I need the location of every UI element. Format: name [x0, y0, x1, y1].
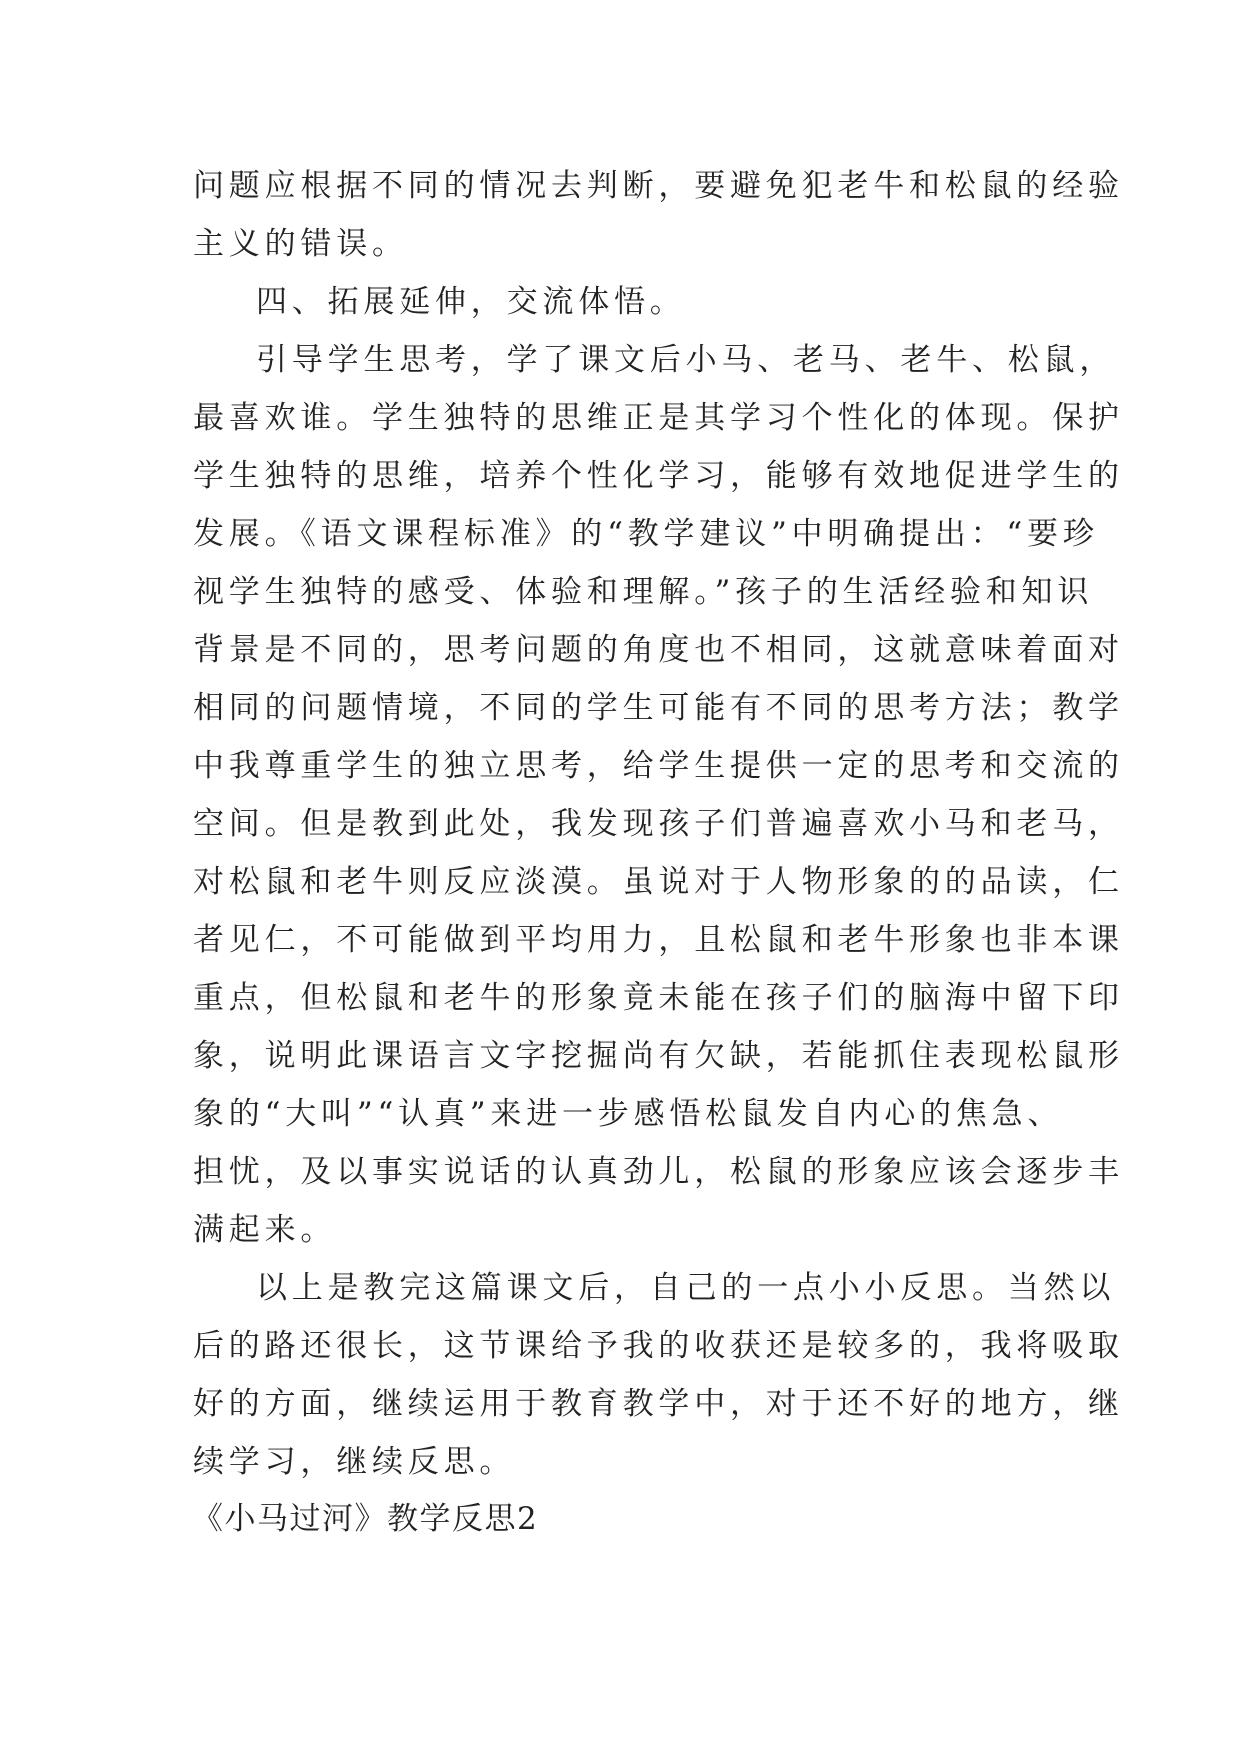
text-line-12: 空间。但是教到此处，我发现孩子们普遍喜欢小马和老马，: [193, 806, 1124, 842]
text-line-10: 相同的问题情境，不同的学生可能有不同的思考方法；教学: [193, 690, 1124, 726]
text-line-19: 满起来。: [193, 1212, 337, 1248]
text-line-9: 背景是不同的，思考问题的角度也不相同，这就意味着面对: [193, 632, 1124, 668]
text-line-17: 象的“大叫”“认真”来进一步感悟松鼠发自内心的焦急、: [193, 1096, 1064, 1132]
text-line-15: 重点，但松鼠和老牛的形象竟未能在孩子们的脑海中留下印: [193, 980, 1124, 1016]
text-line-21: 后的路还很长，这节课给予我的收获还是较多的，我将吸取: [193, 1328, 1124, 1364]
text-line-5: 最喜欢谁。学生独特的思维正是其学习个性化的体现。保护: [193, 400, 1124, 436]
text-line-18: 担忧，及以事实说话的认真劲儿，松鼠的形象应该会逐步丰: [193, 1154, 1124, 1190]
section-heading-4: 四、拓展延伸，交流体悟。: [256, 284, 686, 320]
text-line-16: 象，说明此课语言文字挖掘尚有欠缺，若能抓住表现松鼠形: [193, 1038, 1124, 1074]
text-line-1: 问题应根据不同的情况去判断，要避免犯老牛和松鼠的经验: [193, 168, 1124, 204]
text-line-13: 对松鼠和老牛则反应淡漠。虽说对于人物形象的的品读，仁: [193, 864, 1124, 900]
text-line-20: 以上是教完这篇课文后，自己的一点小小反思。当然以: [256, 1270, 1116, 1306]
document-heading: 《小马过河》教学反思2: [192, 1501, 539, 1537]
text-line-6: 学生独特的思维，培养个性化学习，能够有效地促进学生的: [193, 458, 1124, 494]
text-line-7: 发展。《语文课程标准》的“教学建议”中明确提出：“要珍: [193, 516, 1099, 552]
text-line-23: 续学习，继续反思。: [193, 1444, 516, 1480]
text-line-4: 引导学生思考，学了课文后小马、老马、老牛、松鼠，: [256, 342, 1116, 378]
text-line-11: 中我尊重学生的独立思考，给学生提供一定的思考和交流的: [193, 748, 1124, 784]
text-line-8: 视学生独特的感受、体验和理解。”孩子的生活经验和知识: [193, 574, 1094, 610]
text-line-14: 者见仁，不可能做到平均用力，且松鼠和老牛形象也非本课: [193, 922, 1124, 958]
text-line-22: 好的方面，继续运用于教育教学中，对于还不好的地方，继: [193, 1386, 1124, 1422]
text-line-2: 主义的错误。: [193, 226, 408, 262]
